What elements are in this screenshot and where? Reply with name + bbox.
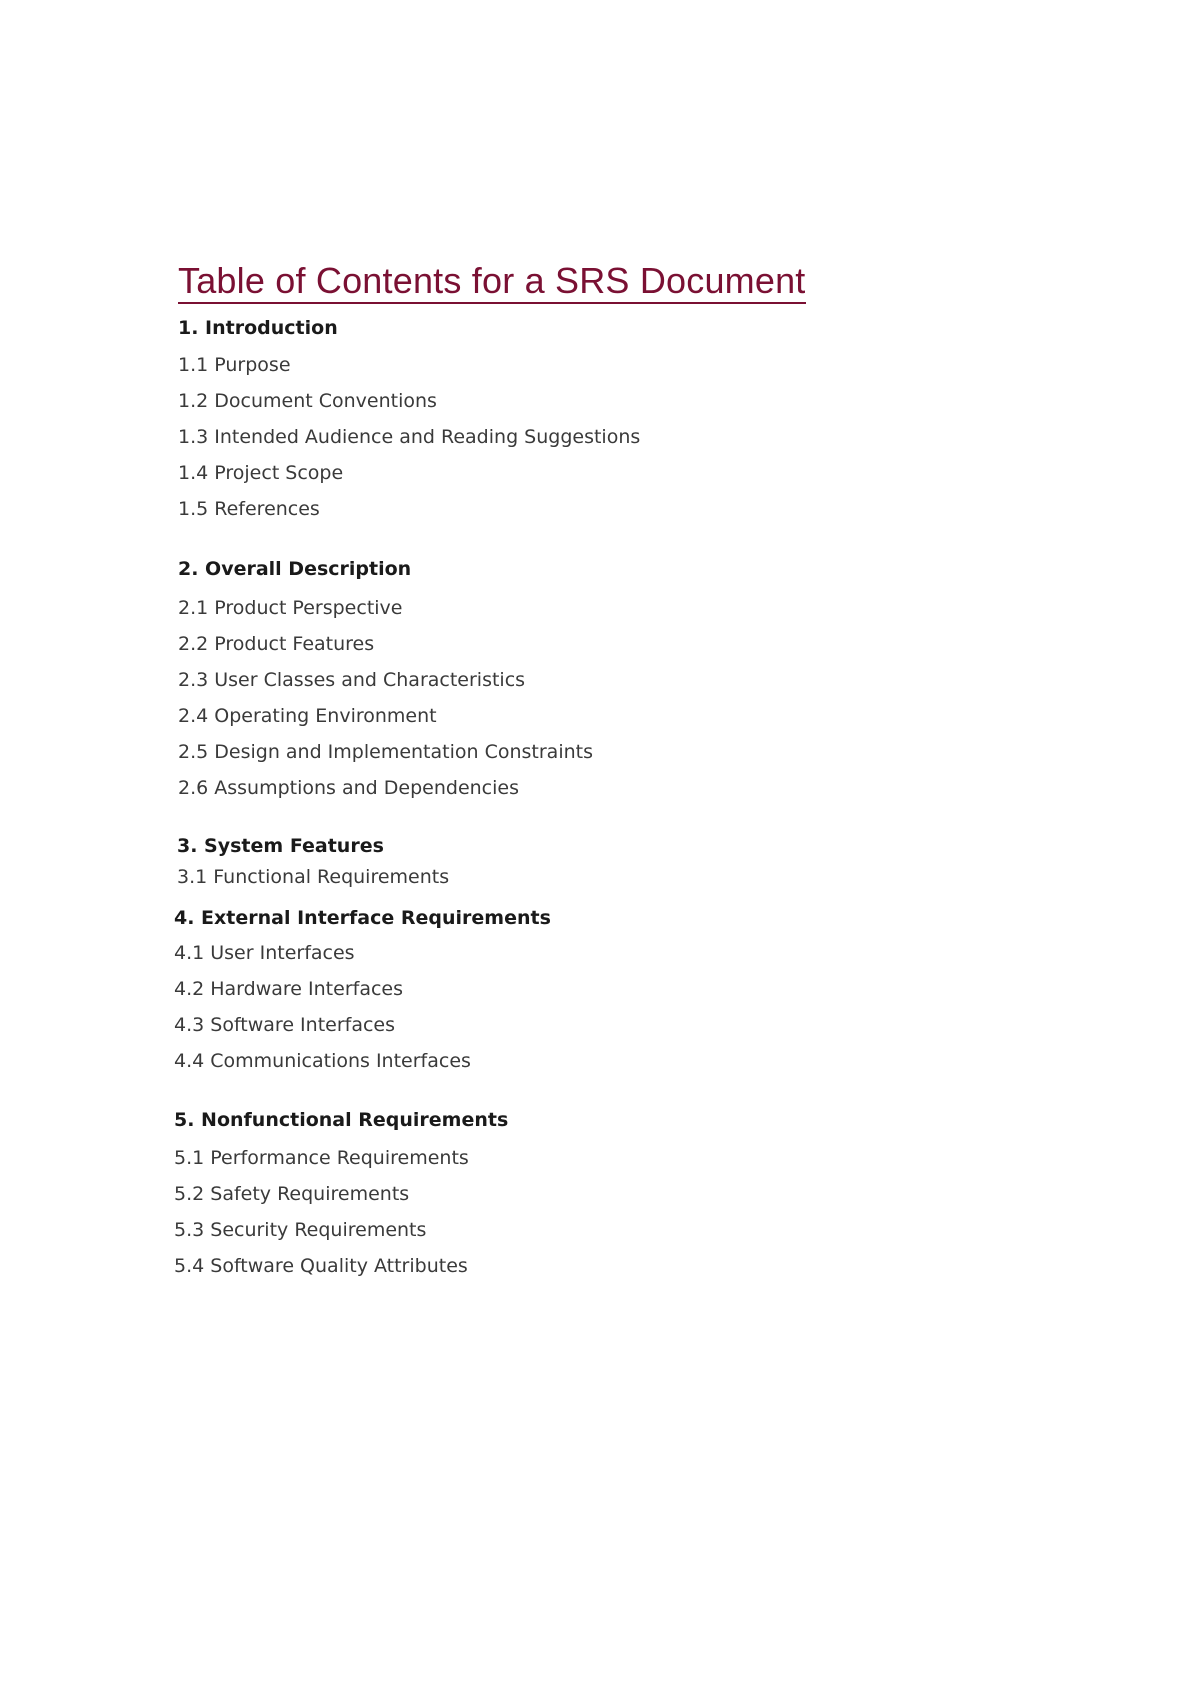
toc-item: 2.6 Assumptions and Dependencies bbox=[178, 777, 519, 799]
toc-item: 2.5 Design and Implementation Constraints bbox=[178, 741, 593, 763]
toc-item: 4.1 User Interfaces bbox=[174, 942, 355, 964]
toc-item: 2.3 User Classes and Characteristics bbox=[178, 669, 526, 691]
toc-item: 5.3 Security Requirements bbox=[174, 1219, 427, 1241]
toc-item: 5.1 Performance Requirements bbox=[174, 1147, 469, 1169]
toc-item: 4.3 Software Interfaces bbox=[174, 1014, 396, 1036]
toc-item: 4.2 Hardware Interfaces bbox=[174, 978, 403, 1000]
toc-section-heading-external-interface-requirements: 4. External Interface Requirements bbox=[174, 907, 551, 929]
toc-item: 1.5 References bbox=[178, 498, 320, 520]
toc-section-heading-nonfunctional-requirements: 5. Nonfunctional Requirements bbox=[174, 1109, 509, 1131]
toc-item: 1.1 Purpose bbox=[178, 354, 291, 376]
toc-item: 1.4 Project Scope bbox=[178, 462, 344, 484]
toc-section-heading-system-features: 3. System Features bbox=[177, 835, 384, 857]
toc-item: 5.2 Safety Requirements bbox=[174, 1183, 410, 1205]
document-title: Table of Contents for a SRS Document bbox=[178, 260, 806, 304]
toc-item: 5.4 Software Quality Attributes bbox=[174, 1255, 468, 1277]
toc-item: 2.1 Product Perspective bbox=[178, 597, 403, 619]
toc-section-heading-introduction: 1. Introduction bbox=[178, 317, 338, 339]
toc-item: 4.4 Communications Interfaces bbox=[174, 1050, 471, 1072]
toc-item: 2.4 Operating Environment bbox=[178, 705, 437, 727]
toc-item: 2.2 Product Features bbox=[178, 633, 375, 655]
toc-item: 3.1 Functional Requirements bbox=[177, 866, 450, 888]
toc-item: 1.3 Intended Audience and Reading Suggestions bbox=[178, 426, 641, 448]
toc-item: 1.2 Document Conventions bbox=[178, 390, 437, 412]
toc-section-heading-overall-description: 2. Overall Description bbox=[178, 558, 412, 580]
